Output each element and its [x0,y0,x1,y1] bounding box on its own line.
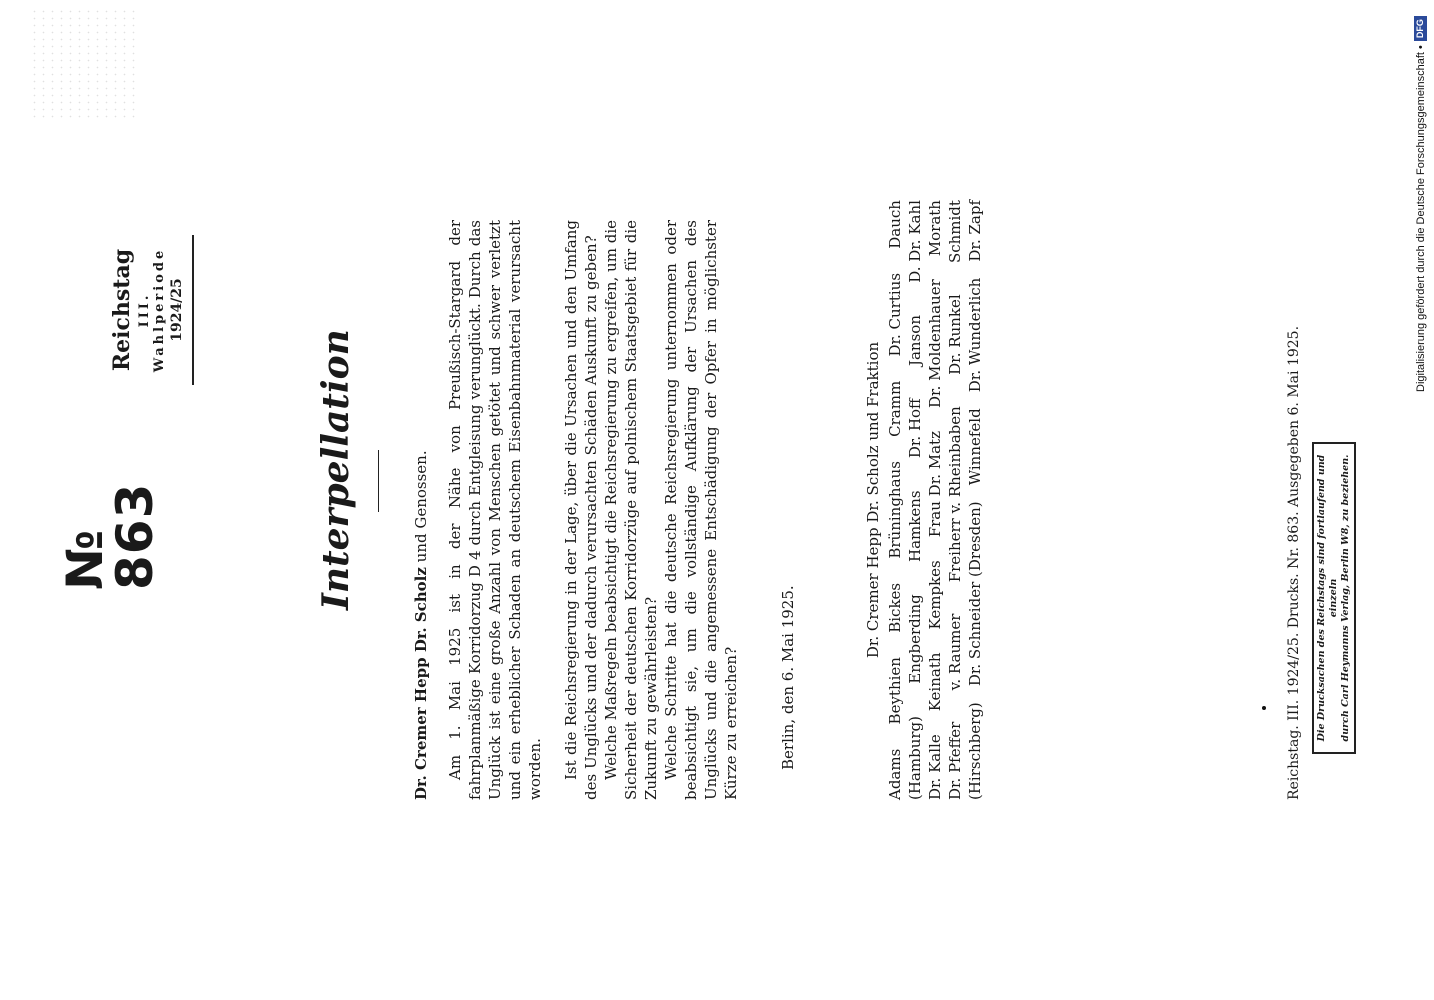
signer-row [885,200,905,800]
signer-name: Frau Dr. Matz [926,431,944,538]
signer-name: Engberding [906,594,924,684]
authors-names: Dr. Cremer Hepp Dr. Scholz [412,567,430,800]
document-title: Interpellation [315,329,357,610]
authors-suffix: und Genossen. [412,450,430,568]
signer-row [965,200,985,800]
signer-name: Dr. Moldenhauer [926,279,944,408]
document-number: № 863 [56,482,164,590]
signer-name: Keinath [926,652,944,712]
signer-name: Dr. Runkel [946,294,964,375]
authors-line [410,200,432,800]
paragraph-4: Welche Schritte hat die deutsche Reichsregierung unternommen oder beabsichtigt sie, um die vollständige Aufklärung der Ursachen des Unglücks und die angemessene Entschädigung der Opfer in möglichster Kürze zu erreichen? [662,220,740,800]
footer-box-line-2: durch Carl Heymanns Verlag, Berlin W8, zu beziehen. [1340,454,1351,742]
date-line: Berlin, den 6. Mai 1925. [779,585,797,770]
signer-name: Dr. Curtius [886,272,904,357]
signers-head: Dr. Cremer Hepp Dr. Scholz und Fraktion [864,341,882,659]
header-years: 1924/25 [169,278,186,342]
signer-name: Dr. Zapf [966,200,984,262]
title-rule [378,450,379,512]
scan-noise [30,10,140,120]
header-brace [188,235,194,385]
header-block [110,235,194,385]
signer-name: Morath [926,200,944,257]
body-text [445,220,741,800]
signer-name: Freiherr v. Rheinbaben [946,406,964,583]
signer-name: Dr. Schneider (Dresden) [966,501,984,687]
header-period: III. Wahlperiode [137,247,168,373]
signer-name: Winnefeld [966,408,984,486]
ink-speck [1262,706,1266,710]
signer-name: (Hamburg) [906,716,924,800]
paragraph-3: Welche Maßregeln beabsichtigt die Reichsregierung zu ergreifen, um die Sicherheit der deutschen Korridorzüge auf polnischem Staatsgebiet für die Zukunft zu gewährleisten? [602,220,660,800]
signer-name: Dr. Hoff [906,398,924,459]
signer-name: Dr. Kalle [926,734,944,800]
signers-list [885,200,985,800]
dfg-logo-icon: DFG [1414,16,1427,41]
signer-name: Dr. Pfeffer [946,721,964,800]
signer-name: Janson [906,315,924,367]
header-title: Reichstag [109,248,135,372]
signer-name: Dauch [886,200,904,249]
signer-name: Hamkens [906,490,924,562]
footer-box [1312,442,1356,754]
signer-name: Kempkes [926,560,944,630]
signer-name: Cramm [886,380,904,437]
credit-strip [1410,0,1430,1000]
footer-box-line-1: Die Drucksachen des Reichstags sind fortlaufend und einzeln [1316,454,1339,742]
signer-name: Adams [886,748,904,800]
signer-name: D. Dr. Kahl [906,200,924,283]
credit-text: Digitalisierung gefördert durch die Deutsche Forschungsgemeinschaft • [1414,45,1427,392]
paragraph-2: Ist die Reichsregierung in der Lage, über die Ursachen und den Umfang des Unglücks und der dadurch verursachten Schäden Auskunft zu geben? [562,220,600,800]
paragraph-1: Am 1. Mai 1925 ist in der Nähe von Preußisch-Stargard der fahrplanmäßige Korridorzug D 4 durch Entgleisung verunglückt. Durch das Unglück ist eine große Anzahl von Menschen getötet und schwer verletzt und ein erheblicher Schaden an deutschem Eisenbahnmaterial verursacht worden. [446,220,544,800]
signer-name: Schmidt [946,200,964,264]
signer-row [905,200,925,800]
signer-row [945,200,965,800]
footer-line: Reichstag. III. 1924/25. Drucks. Nr. 863. Ausgegeben 6. Mai 1925. [1286,325,1302,800]
signer-row [925,200,945,800]
signer-name: (Hirschberg) [966,702,984,800]
signer-name: Bickes [886,582,904,633]
signer-name: Dr. Wunderlich [966,277,984,393]
credit-text-block [1414,0,1427,392]
signer-name: v. Raumer [946,613,964,691]
signer-name: Beythien [886,657,904,725]
signer-name: Brüninghaus [886,461,904,559]
